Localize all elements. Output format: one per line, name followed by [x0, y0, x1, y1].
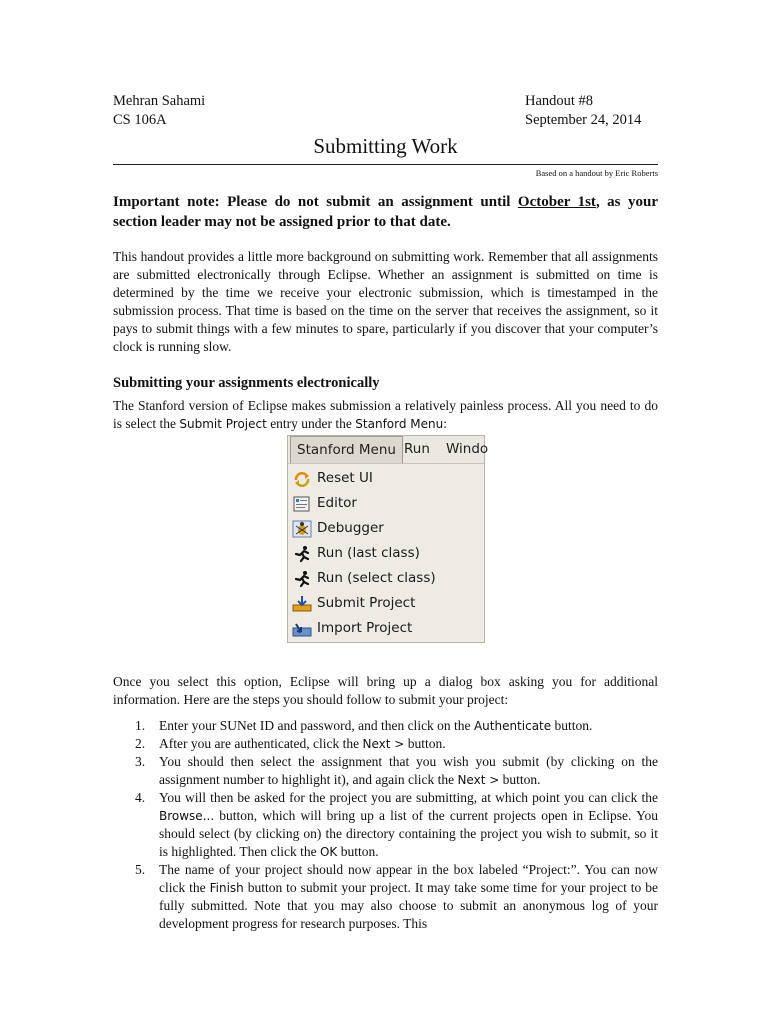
step-text: You will then be asked for the project you are submitting, at which point you can click the [159, 790, 658, 805]
step-text: button. [551, 718, 593, 733]
debugger-icon [292, 520, 312, 538]
menu-item-label: Submit Project [317, 595, 416, 611]
menu-item-label: Import Project [317, 620, 413, 636]
note-date: October 1st [517, 194, 596, 210]
step-text: button. [404, 736, 446, 751]
run-icon [292, 570, 312, 588]
course-code: CS 106A [113, 112, 167, 128]
menu-item-label: Editor [317, 495, 357, 511]
menu-bar [288, 436, 489, 464]
step-number: 4. [135, 790, 146, 805]
author-name: Mehran Sahami [113, 93, 206, 109]
step-text: button to submit your project. It may take some time for your project to be fully submitted. Note that you may also choose to submit an anonymous log of your development progress for research purposes. This [159, 880, 658, 931]
step-text: After you are authenticated, click the [159, 736, 363, 751]
step-code: Finish [209, 881, 244, 895]
step-code: Authenticate [473, 719, 552, 733]
menu-stanford[interactable]: Stanford Menu [290, 436, 403, 463]
stanford-menu-code: Stanford Menu [355, 417, 444, 431]
section-text-3: : [443, 416, 447, 431]
step-item [113, 789, 658, 861]
note-text-2: , as your section leader may not be assigned prior to that date. [113, 194, 658, 230]
section-text-1: The Stanford version of Eclipse makes submission a relatively painless process. All you need to do is select the [113, 398, 658, 431]
menu-item-reset-ui[interactable] [292, 466, 436, 491]
step-text: You should then select the assignment that you wish you submit (by clicking on the assignment number to highlight it), and again click the [159, 754, 658, 787]
import-icon [292, 620, 312, 638]
document-title: Submitting Work [313, 134, 458, 158]
step-item [113, 717, 658, 735]
header-left [113, 92, 205, 130]
header-right [525, 92, 641, 130]
menu-dropdown [292, 466, 436, 641]
submit-project-code: Submit Project [179, 417, 267, 431]
menu-item-label: Reset UI [317, 470, 373, 486]
after-paragraph: Once you select this option, Eclipse will bring up a dialog box asking you for additional information. Here are the steps you should follow to submit your project: [113, 674, 658, 707]
menu-window[interactable]: Windo [446, 441, 489, 457]
menu-item-import-project[interactable] [292, 616, 436, 641]
menu-item-label: Run (last class) [317, 545, 420, 561]
reset-icon [292, 470, 312, 488]
menu-item-run-select-class[interactable] [292, 566, 436, 591]
menu-item-editor[interactable] [292, 491, 436, 516]
note-text-1: Important note: Please do not submit an assignment until [113, 194, 518, 210]
run-icon [292, 545, 312, 563]
step-code: Browse... [159, 809, 215, 823]
step-text: button. [337, 844, 379, 859]
step-item [113, 735, 658, 753]
step-text: Enter your SUNet ID and password, and then click on the [159, 718, 474, 733]
document-header [113, 92, 658, 132]
step-text: button, which will bring up a list of the current projects open in Eclipse. You should select (by clicking on) the directory containing the project you wish to submit, so it is highlighted. Then click the [159, 808, 658, 859]
menu-item-run-last-class[interactable] [292, 541, 436, 566]
step-item [113, 861, 658, 933]
step-item [113, 753, 658, 789]
step-number: 1. [135, 718, 146, 733]
step-code: Next > [362, 737, 405, 751]
menu-item-label: Run (select class) [317, 570, 436, 586]
steps-list [113, 717, 658, 933]
section-text-2: entry under the [266, 416, 356, 431]
important-note [113, 192, 658, 232]
handout-date: September 24, 2014 [525, 112, 642, 128]
menu-item-label: Debugger [317, 520, 384, 536]
step-code: OK [319, 845, 338, 859]
step-number: 5. [135, 862, 146, 877]
menu-item-debugger[interactable] [292, 516, 436, 541]
submit-icon [292, 595, 312, 613]
step-text: The name of your project should now appear in the box labeled “Project:”. You can now click the [159, 862, 658, 895]
stanford-menu-screenshot [287, 435, 489, 643]
step-code: Next > [457, 773, 500, 787]
handout-number: Handout #8 [525, 93, 594, 109]
intro-paragraph: This handout provides a little more background on submitting work. Remember that all assignments are submitted electronically through Eclipse. Whether an assignment is submitted on time is determined by the time we receive your electronic submission, which is timestamped in the submission process. That time is based on the time on the server that receives the assignment, so it pays to submit things with a few minutes to spare, particularly if you discover that your computer’s clock is running slow. [113, 249, 658, 354]
menu-run[interactable]: Run [404, 441, 430, 457]
step-text: button. [499, 772, 541, 787]
menu-item-submit-project[interactable] [292, 591, 436, 616]
section-paragraph [113, 397, 658, 433]
step-number: 3. [135, 754, 146, 769]
section-heading: Submitting your assignments electronically [113, 375, 380, 391]
title-rule [113, 164, 658, 165]
step-number: 2. [135, 736, 146, 751]
editor-icon [292, 495, 312, 513]
credit-line: Based on a handout by Eric Roberts [535, 168, 658, 178]
